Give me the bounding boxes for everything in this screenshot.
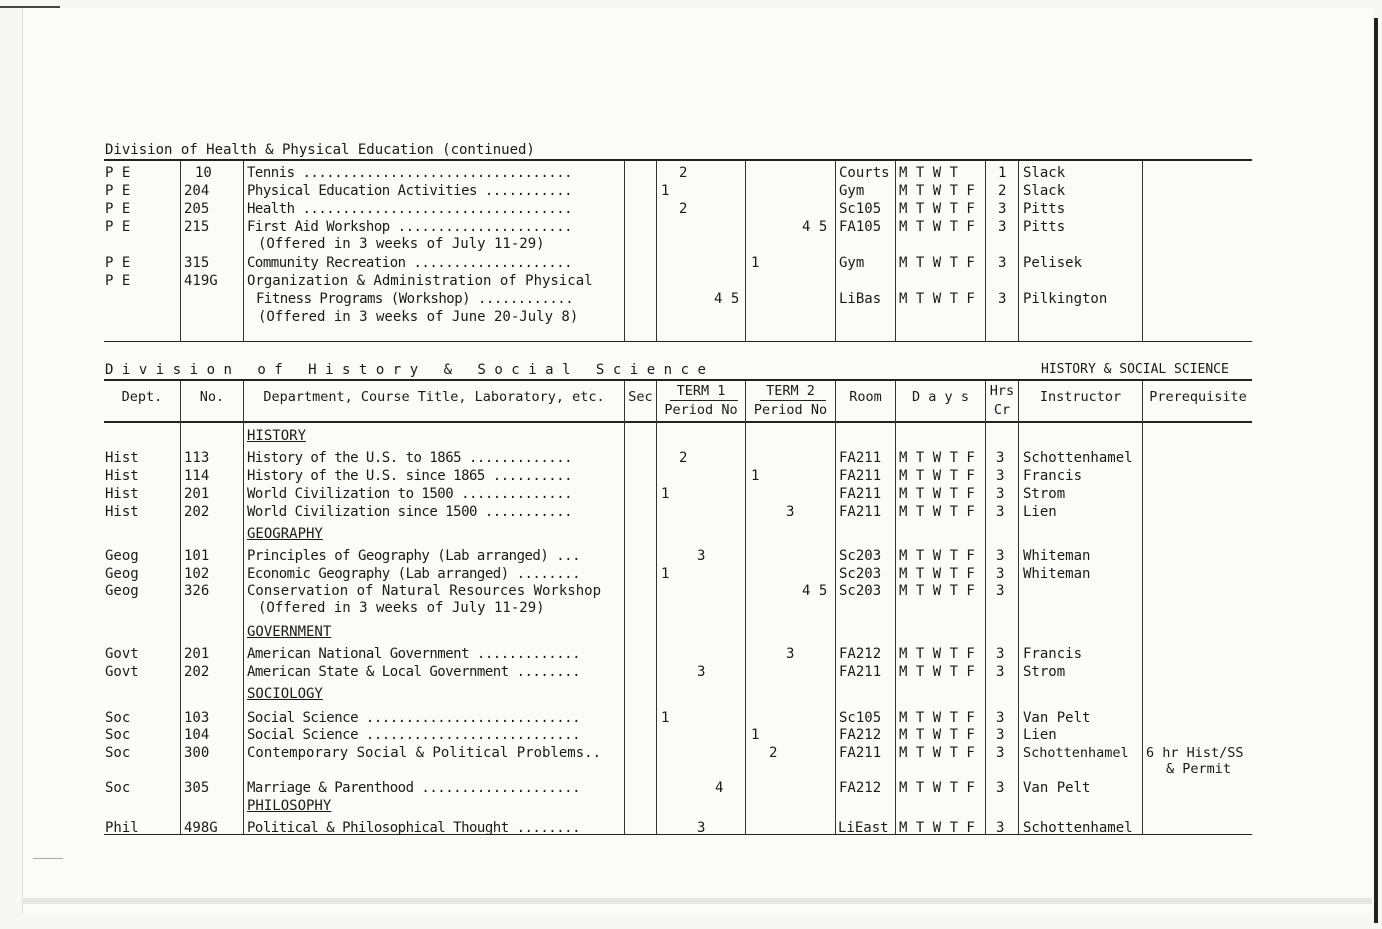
subhead-history: HISTORY: [247, 428, 307, 444]
instructor-cell: Schottenhamel: [1023, 745, 1129, 761]
hours-cell: 3: [996, 566, 1005, 582]
room-cell: FA211: [839, 745, 882, 761]
subhead-philosophy: PHILOSOPHY: [247, 798, 332, 814]
column-divider: [656, 161, 657, 341]
section-title-health-pe: Division of Health & Physical Education (continued): [105, 142, 535, 158]
instructor-cell: Van Pelt: [1023, 780, 1091, 796]
instructor-cell: Whiteman: [1023, 548, 1091, 564]
column-divider: [1018, 161, 1019, 341]
room-cell: LiEast: [838, 820, 889, 836]
instructor-cell: Pilkington: [1023, 291, 1108, 307]
days-cell: M T W T F: [899, 450, 975, 466]
scan-mark: [33, 858, 63, 859]
dept-cell: Geog: [105, 583, 139, 599]
header-instructor: Instructor: [1039, 389, 1122, 405]
dept-cell: P E: [105, 219, 131, 235]
course-no-cell: 10: [195, 165, 212, 181]
prerequisite-cell-cont: & Permit: [1166, 761, 1232, 777]
dept-cell: Soc: [105, 780, 131, 796]
column-divider: [1142, 381, 1143, 835]
table-rule: [104, 341, 1252, 342]
header-prerequisite: Prerequisite: [1149, 389, 1247, 405]
section-running-head: HISTORY & SOCIAL SCIENCE: [1041, 362, 1229, 377]
instructor-cell: Slack: [1023, 183, 1066, 199]
course-note: (Offered in 3 weeks of June 20-July 8): [258, 309, 579, 325]
column-divider: [985, 161, 986, 341]
instructor-cell: Francis: [1023, 646, 1083, 662]
room-cell: Sc203: [839, 566, 882, 582]
room-cell: FA212: [839, 780, 882, 796]
prerequisite-cell: 6 hr Hist/SS: [1146, 745, 1244, 761]
instructor-cell: Whiteman: [1023, 566, 1091, 582]
hours-cell: 3: [996, 727, 1005, 743]
subhead-sociology: SOCIOLOGY: [247, 686, 323, 702]
room-cell: FA211: [839, 486, 882, 502]
dept-cell: Soc: [105, 710, 131, 726]
term1-period-cell: 2: [679, 201, 688, 217]
hours-cell: 3: [996, 450, 1005, 466]
course-no-cell: 205: [184, 201, 210, 217]
instructor-cell: Schottenhamel: [1023, 450, 1133, 466]
dept-cell: P E: [105, 255, 131, 271]
room-cell: FA211: [839, 504, 882, 520]
room-cell: Sc203: [839, 583, 882, 599]
days-cell: M T W T F: [899, 548, 975, 564]
header-underline: [760, 400, 826, 401]
course-title-cell: Contemporary Social & Political Problems..: [247, 745, 602, 761]
page-edge: [1374, 18, 1378, 923]
dept-cell: P E: [105, 165, 131, 181]
course-title-cell: American State & Local Government ........: [247, 664, 581, 680]
header-term2-period: Period No: [753, 402, 828, 418]
column-divider: [180, 381, 181, 835]
room-cell: FA211: [839, 664, 882, 680]
room-cell: LiBas: [839, 291, 882, 307]
course-no-cell: 102: [184, 566, 210, 582]
instructor-cell: Slack: [1023, 165, 1066, 181]
dept-cell: Hist: [105, 450, 139, 466]
term2-period-cell: 1: [751, 468, 760, 484]
hours-cell: 3: [996, 504, 1005, 520]
days-cell: M T W T F: [899, 566, 975, 582]
dept-cell: P E: [105, 183, 131, 199]
column-divider: [1018, 381, 1019, 835]
header-underline: [670, 400, 738, 401]
instructor-cell: Strom: [1023, 486, 1066, 502]
instructor-cell: Francis: [1023, 468, 1083, 484]
days-cell: M T W T F: [899, 255, 975, 271]
header-dept: Dept.: [121, 389, 163, 405]
days-cell: M T W T F: [899, 780, 975, 796]
course-title-cell: American National Government .............: [247, 646, 581, 662]
days-cell: M T W T F: [899, 468, 975, 484]
subhead-government: GOVERNMENT: [247, 624, 332, 640]
hours-cell: 1: [998, 165, 1007, 181]
room-cell: FA212: [839, 727, 882, 743]
days-cell: M T W T F: [899, 486, 975, 502]
scan-mark: [0, 6, 60, 8]
days-cell: M T W T F: [899, 183, 975, 199]
course-title-cell: World Civilization since 1500 ...........: [247, 504, 573, 520]
column-divider: [243, 381, 244, 835]
header-term1: TERM 1: [676, 383, 726, 399]
course-title-cell: Health ..................................: [247, 201, 573, 217]
days-cell: M T W T F: [899, 820, 975, 836]
term2-period-cell: 4 5: [802, 219, 828, 235]
course-no-cell: 201: [184, 486, 210, 502]
header-room: Room: [849, 389, 882, 405]
days-cell: M T W T F: [899, 291, 975, 307]
hours-cell: 2: [998, 183, 1007, 199]
course-no-cell: 113: [184, 450, 210, 466]
dept-cell: Govt: [105, 646, 139, 662]
days-cell: M T W T F: [899, 219, 975, 235]
days-cell: M T W T F: [899, 664, 975, 680]
course-no-cell: 215: [184, 219, 210, 235]
days-cell: M T W T F: [899, 201, 975, 217]
hours-cell: 3: [996, 646, 1005, 662]
days-cell: M T W T F: [899, 646, 975, 662]
instructor-cell: Pitts: [1023, 201, 1066, 217]
course-no-cell: 103: [184, 710, 210, 726]
course-title-cell: History of the U.S. since 1865 ..........: [247, 468, 573, 484]
hours-cell: 3: [998, 201, 1007, 217]
course-title-cell: Conservation of Natural Resources Workshop: [247, 583, 602, 599]
column-divider: [835, 161, 836, 341]
room-cell: FA211: [839, 450, 882, 466]
term1-period-cell: 2: [679, 450, 688, 466]
course-no-cell: 202: [184, 504, 210, 520]
dept-cell: Soc: [105, 745, 131, 761]
course-no-cell: 419G: [184, 273, 218, 289]
course-title-cell: Social Science ...........................: [247, 727, 581, 743]
course-no-cell: 201: [184, 646, 210, 662]
dept-cell: Hist: [105, 486, 139, 502]
term1-period-cell: 1: [661, 183, 670, 199]
room-cell: Sc105: [839, 710, 882, 726]
hours-cell: 3: [996, 583, 1005, 599]
column-divider: [1142, 161, 1143, 341]
table-rule: [104, 159, 1252, 161]
dept-cell: Hist: [105, 504, 139, 520]
room-cell: Gym: [839, 183, 865, 199]
instructor-cell: Strom: [1023, 664, 1066, 680]
course-title-cell: Social Science ...........................: [247, 710, 581, 726]
hours-cell: 3: [998, 219, 1007, 235]
column-divider: [985, 381, 986, 835]
header-term2: TERM 2: [766, 383, 815, 399]
days-cell: M T W T F: [899, 710, 975, 726]
instructor-cell: Lien: [1023, 727, 1057, 743]
course-title-cell: Tennis ..................................: [247, 165, 573, 181]
scan-band: [22, 898, 1372, 904]
room-cell: Courts: [839, 165, 890, 181]
hours-cell: 3: [998, 255, 1007, 271]
room-cell: Sc105: [839, 201, 882, 217]
section-title-history: Division of History & Social Science: [105, 362, 715, 378]
dept-cell: Soc: [105, 727, 131, 743]
days-cell: M T W T F: [899, 745, 975, 761]
term1-period-cell: 1: [661, 710, 670, 726]
header-title: Department, Course Title, Laboratory, etc.: [263, 389, 605, 405]
term1-period-cell: 4: [715, 780, 724, 796]
course-no-cell: 498G: [184, 820, 218, 836]
course-no-cell: 300: [184, 745, 210, 761]
subhead-geography: GEOGRAPHY: [247, 526, 323, 542]
course-no-cell: 204: [184, 183, 210, 199]
dept-cell: P E: [105, 273, 131, 289]
hours-cell: 3: [996, 486, 1005, 502]
table-rule: [104, 421, 1252, 423]
course-title-cell: World Civilization to 1500 ..............: [247, 486, 573, 502]
room-cell: FA211: [839, 468, 882, 484]
course-title-cell: Organization & Administration of Physical: [247, 273, 593, 289]
instructor-cell: Schottenhamel: [1023, 820, 1133, 836]
course-title-cell: Economic Geography (Lab arranged) ........: [247, 566, 581, 582]
header-days: D a y s: [912, 389, 969, 405]
course-no-cell: 315: [184, 255, 210, 271]
term2-period-cell: 1: [751, 727, 760, 743]
course-no-cell: 305: [184, 780, 210, 796]
dept-cell: P E: [105, 201, 131, 217]
term1-period-cell: 4 5: [714, 291, 740, 307]
term2-period-cell: 3: [786, 646, 795, 662]
hours-cell: 3: [996, 664, 1005, 680]
column-divider: [745, 161, 746, 341]
instructor-cell: Pitts: [1023, 219, 1066, 235]
hours-cell: 3: [996, 468, 1005, 484]
header-cr: Cr: [993, 402, 1011, 418]
column-divider: [895, 381, 896, 835]
room-cell: FA105: [839, 219, 882, 235]
hours-cell: 3: [996, 548, 1005, 564]
room-cell: Gym: [839, 255, 865, 271]
column-divider: [835, 381, 836, 835]
dept-cell: Geog: [105, 548, 139, 564]
header-hrs: Hrs: [989, 383, 1015, 399]
term2-period-cell: 2: [769, 745, 778, 761]
course-title-cell: Community Recreation ....................: [247, 255, 573, 271]
column-divider: [624, 381, 625, 835]
column-divider: [745, 381, 746, 835]
column-divider: [624, 161, 625, 341]
column-divider: [656, 381, 657, 835]
term1-period-cell: 3: [697, 820, 706, 836]
course-no-cell: 104: [184, 727, 210, 743]
course-no-cell: 101: [184, 548, 210, 564]
dept-cell: Geog: [105, 566, 139, 582]
room-cell: Sc203: [839, 548, 882, 564]
dept-cell: Govt: [105, 664, 139, 680]
days-cell: M T W T F: [899, 583, 975, 599]
column-divider: [243, 161, 244, 341]
instructor-cell: Pelisek: [1023, 255, 1083, 271]
instructor-cell: Lien: [1023, 504, 1057, 520]
header-term1-period: Period No: [664, 402, 738, 418]
term1-period-cell: 2: [679, 165, 688, 181]
term2-period-cell: 4 5: [802, 583, 828, 599]
term1-period-cell: 3: [697, 664, 706, 680]
course-title-cell: Principles of Geography (Lab arranged) ...: [247, 548, 581, 564]
course-note: (Offered in 3 weeks of July 11-29): [258, 236, 545, 252]
days-cell: M T W T: [899, 165, 959, 181]
course-title-cell: History of the U.S. to 1865 .............: [247, 450, 573, 466]
hours-cell: 3: [996, 745, 1005, 761]
hours-cell: 3: [996, 710, 1005, 726]
course-no-cell: 114: [184, 468, 210, 484]
days-cell: M T W T F: [899, 504, 975, 520]
course-title-cell: Political & Philosophical Thought ........: [247, 820, 581, 836]
term1-period-cell: 3: [697, 548, 706, 564]
term1-period-cell: 1: [661, 486, 670, 502]
instructor-cell: Van Pelt: [1023, 710, 1091, 726]
column-divider: [895, 161, 896, 341]
course-title-cell: Physical Education Activities ...........: [247, 183, 573, 199]
course-no-cell: 202: [184, 664, 210, 680]
header-sec: Sec: [628, 389, 653, 405]
days-cell: M T W T F: [899, 727, 975, 743]
term2-period-cell: 3: [786, 504, 795, 520]
header-no: No.: [199, 389, 225, 405]
hours-cell: 3: [998, 291, 1007, 307]
dept-cell: Hist: [105, 468, 139, 484]
term2-period-cell: 1: [751, 255, 760, 271]
course-no-cell: 326: [184, 583, 210, 599]
hours-cell: 3: [996, 820, 1005, 836]
course-title-cell: First Aid Workshop ......................: [247, 219, 573, 235]
hours-cell: 3: [996, 780, 1005, 796]
course-title-cont: Fitness Programs (Workshop) ............: [256, 291, 574, 307]
dept-cell: Phil: [105, 820, 139, 836]
room-cell: FA212: [839, 646, 882, 662]
term1-period-cell: 1: [661, 566, 670, 582]
course-note: (Offered in 3 weeks of July 11-29): [258, 600, 545, 616]
course-title-cell: Marriage & Parenthood ....................: [247, 780, 581, 796]
table-rule: [104, 379, 1252, 381]
column-divider: [180, 161, 181, 341]
